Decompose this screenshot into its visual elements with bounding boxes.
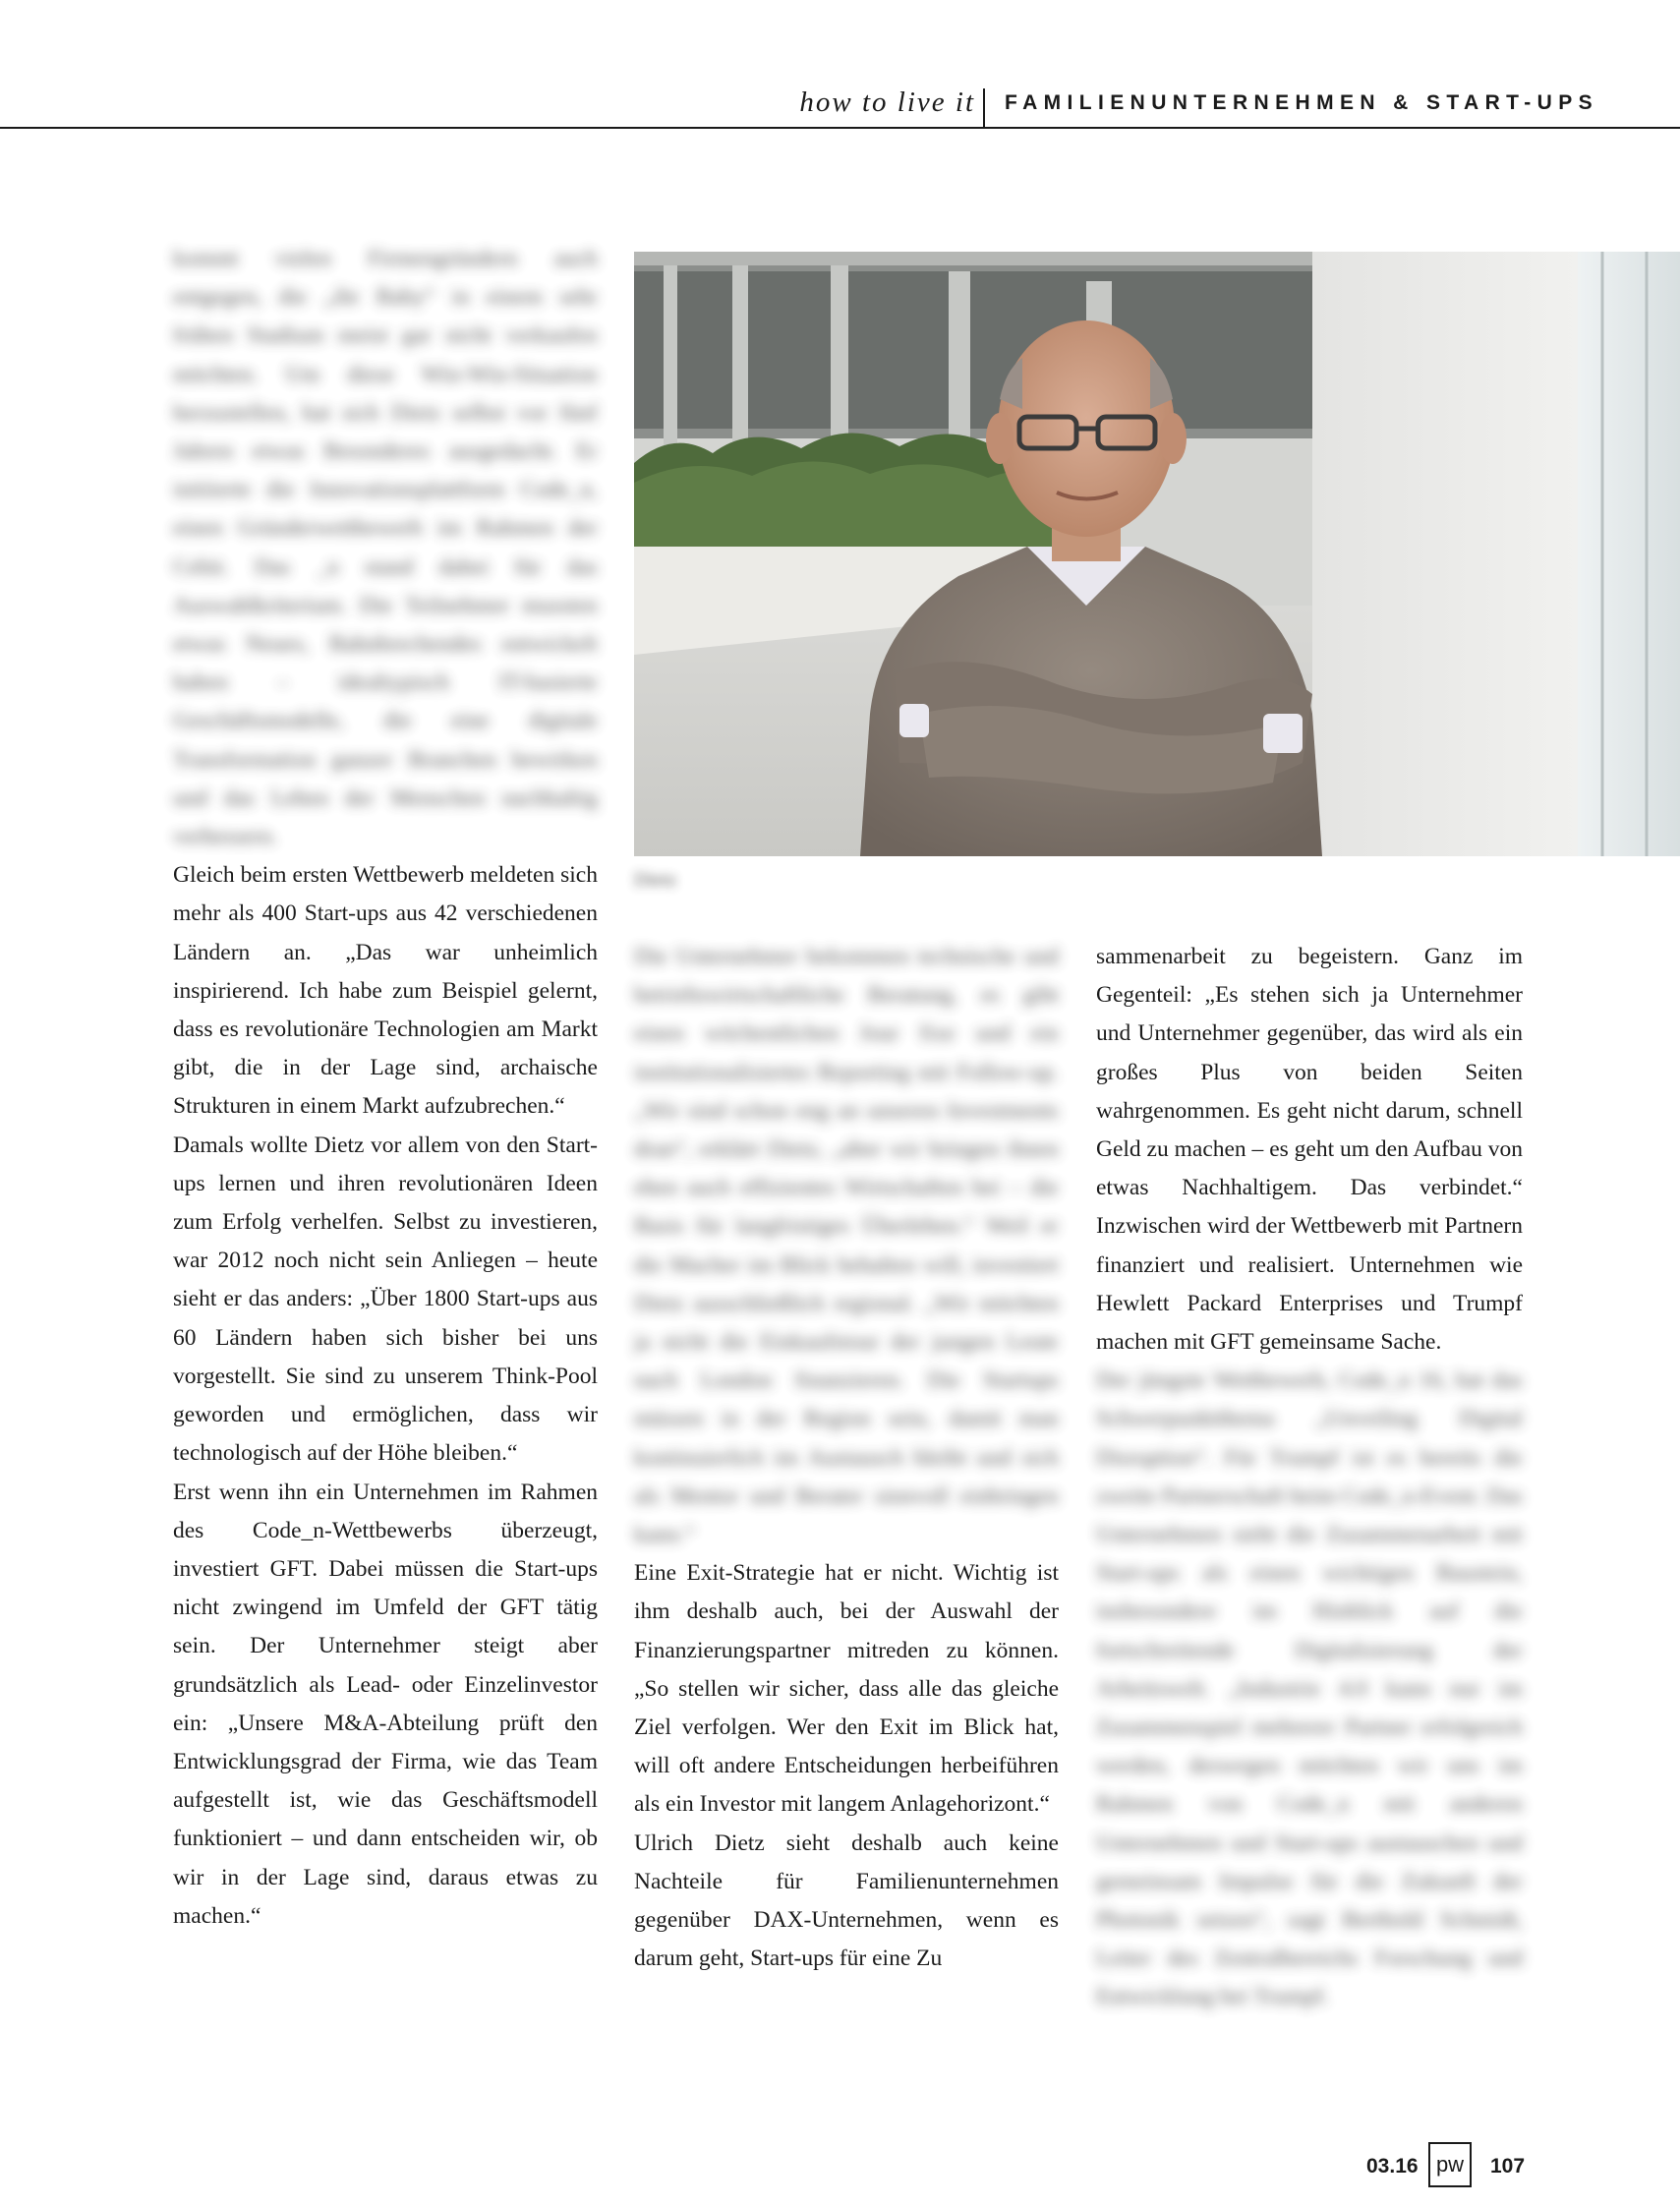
- blurred-paragraph: kommt vielen Firmengründern auch entgegen, die „ihr Baby“ in einem sehr frühen Stadium meist gar nicht verkaufen möchten. Um diese Win-Win-Situation herzustellen, hat sich Dietz selbst vor fünf Jahren etwas Besonderes ausgedacht. Er initiierte die Innovationsplattform Code_n, einen Gründerwettbewerb im Rahmen der Cebit. Das _n stand dabei für das Auswahlkriterium. Die Teilnehmer mussten etwas Neues, Bahnbrechendes entwickelt haben – idealtypisch IT-basierte Geschäftsmodelle, die eine digitale Transformation ganzer Branchen bewirken und das Leben der Menschen nachhaltig verbessern.: [173, 246, 598, 850]
- section-topic: FAMILIENUNTERNEHMEN & START-UPS: [1005, 91, 1599, 114]
- issue-number: 03.16: [1366, 2155, 1419, 2178]
- article-column-1: [173, 240, 598, 1936]
- paragraph: Eine Exit-Strategie hat er nicht. Wichtig ist ihm deshalb auch, bei der Auswahl der Finanzierungspartner mitreden zu können. „So stellen wir sicher, dass alle das gleiche Ziel verfolgen. Wer den Exit im Blick hat, will oft andere Entscheidungen herbeiführen als ein Investor mit langem Anlagehorizont.“: [634, 1560, 1059, 1818]
- header-divider: [983, 88, 985, 127]
- magazine-logo: pw: [1428, 2142, 1472, 2187]
- page-header: [0, 0, 1680, 130]
- blurred-paragraph: Die Unternehmer bekommen technische und betriebswirtschaftliche Beratung, es gibt einen wöchentlichen Jour fixe und ein institutionalisiertes Reporting mit Follow-up. „Wir sind schon eng an unseren Investments dran“, erklärt Dietz, „aber wir bringen ihnen eben auch effizientes Wirtschaften bei – die Basis für langfristiges Überleben.“ Weil er die Macher im Blick behalten will, investiert Dietz ausschließlich regional. „Wir möchten ja nicht die Einkaufstour der jungen Leute nach London finanzieren. Die Startups müssen in der Region sein, damit man kontinuierlich im Austausch bleibt und sich als Mentor und Berater sinnvoll einbringen kann.“: [634, 944, 1059, 1548]
- paragraph: Gleich beim ersten Wettbewerb meldeten sich mehr als 400 Start-ups aus 42 verschiedenen Ländern an. „Das war unheimlich inspirierend. Ich habe zum Beispiel gelernt, dass es revolutionäre Technologien am Markt gibt, die in der Lage sind, archaische Strukturen in einem Markt aufzubrechen.“: [173, 862, 598, 1120]
- photo-caption: Dietz: [634, 869, 677, 891]
- article-column-3: [1096, 938, 1523, 2017]
- portrait-illustration: [634, 252, 1680, 856]
- page-number: 107: [1490, 2155, 1526, 2178]
- article-column-2: [634, 938, 1059, 1978]
- paragraph: Erst wenn ihn ein Unternehmen im Rahmen des Code_n-Wettbewerbs überzeugt, investiert GFT. Dabei müssen die Start-ups nicht zwingend im Umfeld der GFT tätig sein. Der Unternehmer steigt aber grundsätzlich als Lead- oder Einzelinvestor ein: „Unsere M&A-Abteilung prüft den Entwicklungsgrad der Firma, wie das Team aufgestellt ist, wie das Geschäftsmodell funktioniert – und dann entscheiden wir, ob wir in der Lage sind, daraus etwas zu machen.“: [173, 1479, 598, 1929]
- header-rule: [0, 127, 1680, 129]
- blurred-paragraph: Der jüngste Wettbewerb, Code_n 16, hat das Schwerpunktthema „Unveiling Digital Disruption“. Für Trumpf ist es bereits die zweite Partnerschaft beim Code_n-Event. Das Unternehmen sieht die Zusammenarbeit mit Start-ups als einen wichtigen Baustein, insbesondere im Hinblick auf die fortschreitende Digitalisierung der Arbeitswelt. „Industrie 4.0 kann nur im Zusammenspiel mehrerer Partner erfolgreich werden, deswegen möchten wir uns im Rahmen von Code_n mit anderen Unternehmen und Start-ups austauschen und gemeinsam Impulse für die Zukunft der Photonik setzen“, sagt Berthold Schmidt, Leiter des Zentralbereichs Forschung und Entwicklung bei Trumpf.: [1096, 1367, 1523, 2010]
- paragraph: sammenarbeit zu begeistern. Ganz im Gegenteil: „Es stehen sich ja Unternehmer und Unternehmer gegenüber, das wird als ein großes Plus von beiden Seiten wahrgenommen. Es geht nicht darum, schnell Geld zu machen – es geht um den Aufbau von etwas Nachhaltigem. Das verbindet.“ Inzwischen wird der Wettbewerb mit Partnern finanziert und realisiert. Unternehmen wie Hewlett Packard Enterprises und Trumpf machen mit GFT gemeinsame Sache.: [1096, 944, 1523, 1356]
- paragraph: Ulrich Dietz sieht deshalb auch keine Nachteile für Familienunternehmen gegenüber DAX-Unternehmen, wenn es darum geht, Start-ups für eine Zu: [634, 1829, 1059, 1972]
- section-title: how to live it: [799, 87, 975, 118]
- paragraph: Damals wollte Dietz vor allem von den Start-ups lernen und ihren revolutionären Ideen zum Erfolg verhelfen. Selbst zu investieren, war 2012 noch nicht sein Anliegen – heute sieht er das anders: „Über 1800 Start-ups aus 60 Ländern haben sich bisher bei uns vorgestellt. Sie sind zu unserem Think-Pool geworden und ermöglichen, dass wir technologisch auf der Höhe bleiben.“: [173, 1132, 598, 1467]
- portrait-photo: [634, 252, 1680, 856]
